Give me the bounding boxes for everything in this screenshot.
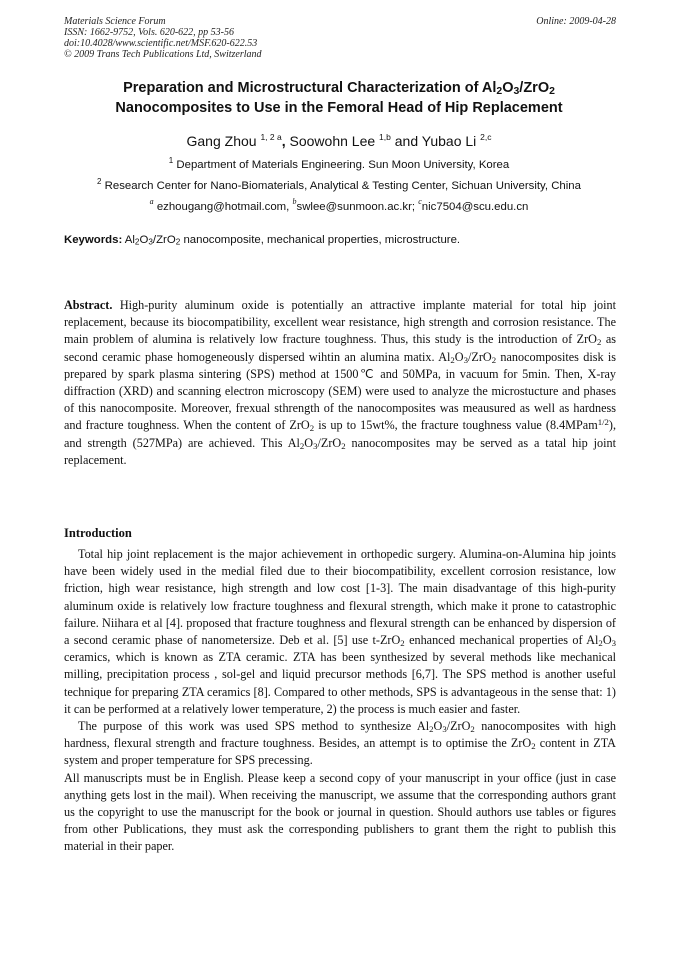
copyright-line: © 2009 Trans Tech Publications Ltd, Switzerland bbox=[64, 49, 262, 60]
abstract-text: ), and strength (527MPa) are achieved. This Al bbox=[64, 418, 616, 450]
author-list: Gang Zhou $^{1, 2 a}$, Soowohn Lee $^{1,b}$ and Yubao Li $^{2,c}$ bbox=[186, 132, 492, 149]
introduction-section bbox=[64, 546, 616, 856]
affiliation-text: Department of Materials Engineering. Sun Moon University, Korea bbox=[176, 159, 510, 171]
online-date: Online: 2009-04-28 bbox=[536, 16, 616, 27]
intro-text: content in ZTA system and proper temperature for SPS precessing. bbox=[64, 736, 616, 768]
abstract-text: is up to 15wt%, the fracture toughness value (8.4MPam bbox=[318, 418, 598, 433]
abstract-sub: 2 bbox=[341, 440, 346, 451]
abstract-sub: 2 bbox=[299, 440, 305, 451]
title-line-1 bbox=[40, 78, 638, 98]
author-affiliation-mark: 1, 2 a bbox=[260, 132, 282, 142]
intro-sub: 2 bbox=[429, 723, 434, 734]
abstract-text: O bbox=[304, 435, 314, 450]
intro-sub: 3 bbox=[442, 723, 447, 734]
affiliation-text: Research Center for Nano-Biomaterials, Analytical & Testing Center, Sichuan University, China bbox=[104, 180, 581, 192]
keyword-sub: 2 bbox=[134, 237, 140, 247]
abstract-sub: 2 bbox=[596, 337, 602, 348]
email-mark: a bbox=[149, 197, 154, 206]
abstract-sub: 2 bbox=[491, 354, 497, 365]
keyword-text: Al bbox=[124, 234, 135, 246]
intro-text: Total hip joint replacement is the major achievement in orthopedic surgery. Alumina-on-Alumina hip joints have been widely used in the medial filed due to their biocompatibility, excellent corrosion resistance, low friction, high wear resistance, high strength and low cost [1-3]. The main disadvantage of this high-purity aluminum oxide is relatively low fracture toughness and flexural strength, which make it prone to catastrophic failure. Niihara et al [4]. proposed that fracture toughness and flexural strength can be enhanced by dispersion of a second ceramic phase of nanometersize. Deb et al. [5] use t-ZrO bbox=[64, 547, 616, 648]
abstract-section bbox=[64, 297, 616, 469]
abstract-text: nanocomposites disk is prepared by spark plasma sintering (SPS) method at 1500℃ and 50MPa, in vacuum for 5min. Then, X-ray diffraction (XRD) and scanning electron microscopy (SEM) were used to analyze the microstucture and phases of this nanocomposite. Moreover, frexual sthrength of the nanocomposites was meausured as well as hardness and fracture toughness. When the content of ZrO bbox=[64, 349, 616, 433]
affiliation-number: 2 bbox=[97, 177, 102, 186]
abstract-sub: 2 bbox=[309, 423, 315, 434]
affiliation-number: 1 bbox=[168, 156, 174, 165]
keywords-label: Keywords: bbox=[64, 234, 123, 246]
keyword-text: O bbox=[139, 234, 149, 246]
affiliation-2 bbox=[40, 178, 638, 194]
intro-sub: 2 bbox=[531, 740, 536, 751]
intro-text: O bbox=[602, 633, 612, 648]
email-line bbox=[40, 194, 638, 215]
author-name: Yubao Li bbox=[421, 133, 477, 149]
intro-text: enhanced mechanical properties of Al bbox=[409, 633, 599, 648]
intro-text: The purpose of this work was used SPS method to synthesize Al bbox=[78, 719, 430, 734]
author-name: Gang Zhou bbox=[186, 133, 257, 149]
keyword-sub: 3 bbox=[148, 237, 153, 247]
keyword-sub: 2 bbox=[175, 237, 181, 247]
intro-paragraph-1 bbox=[64, 546, 616, 718]
keywords-line bbox=[64, 232, 624, 248]
title-text-b: O bbox=[502, 80, 514, 96]
title-sub: 2 bbox=[496, 86, 503, 98]
intro-paragraph-3: All manuscripts must be in English. Please keep a second copy of your manuscript in your office (just in case anything gets lost in the mail). When receiving the manuscript, we assume that the corresponding authors grant us the copyright to use the manuscript for the book or journal in question. Should authors use tables or figures from other Publications, they must ask the corresponding publishers to grant them the right to publish this material in their paper. bbox=[64, 770, 616, 854]
intro-text: nanocomposites with high hardness, flexural strength and fracture toughness. Besides, an attempt is to optimise the ZrO bbox=[64, 719, 617, 751]
abstract-text: O bbox=[454, 349, 464, 364]
email-link[interactable]: swlee@sunmoon.ac.kr; bbox=[296, 201, 416, 213]
title-sub: 2 bbox=[549, 86, 555, 98]
affiliation-1 bbox=[40, 157, 638, 173]
abstract-text: as second ceramic phase homogeneously dispersed wihtin an alumina matix. Al bbox=[64, 332, 616, 364]
intro-paragraph-2 bbox=[64, 718, 616, 770]
keyword-text: /ZrO bbox=[152, 234, 176, 246]
intro-text: O bbox=[433, 719, 443, 734]
abstract-label: Abstract. bbox=[64, 298, 113, 312]
author-name: Soowohn Lee bbox=[289, 133, 376, 149]
title-text-c: /ZrO bbox=[519, 80, 550, 96]
intro-text: /ZrO bbox=[446, 719, 471, 734]
abstract-text: High-purity aluminum oxide is potentially an attractive implante material for total hip joint replacement, because its biocompatibility, excellent wear resistance, high strength and corrosion resistance. The main problem of alumina is relatively low fracture toughness. Thus, this study is the introduction of ZrO bbox=[64, 298, 617, 347]
intro-sub: 3 bbox=[611, 637, 617, 648]
abstract-text: nanocomposites may be served as a tatal hip joint replacement. bbox=[64, 435, 617, 467]
title-text-a: Preparation and Microstructural Characterization of Al bbox=[123, 80, 497, 96]
author-affiliation-mark: 2,c bbox=[480, 132, 492, 142]
email-link[interactable]: nic7504@scu.edu.cn bbox=[421, 201, 529, 213]
intro-sub: 2 bbox=[470, 723, 475, 734]
title-sub: 3 bbox=[513, 86, 520, 98]
abstract-sub: 2 bbox=[450, 354, 455, 365]
email-link[interactable]: ezhougang@hotmail.com, bbox=[156, 201, 290, 213]
paper-title bbox=[40, 78, 638, 118]
section-heading-introduction: Introduction bbox=[64, 526, 132, 540]
title-line-2: Nanocomposites to Use in the Femoral Head of Hip Replacement bbox=[115, 100, 563, 116]
email-mark: c bbox=[418, 197, 422, 206]
abstract-sub: 3 bbox=[313, 440, 318, 451]
author-conjunction: and bbox=[394, 133, 419, 149]
email-mark: b bbox=[292, 197, 297, 206]
author-affiliation-mark: 1,b bbox=[379, 132, 391, 142]
abstract-paragraph bbox=[64, 297, 616, 469]
abstract-text: /ZrO bbox=[467, 349, 492, 364]
intro-sub: 2 bbox=[400, 637, 405, 648]
abstract-text: /ZrO bbox=[317, 435, 342, 450]
doi-line: doi:10.4028/www.scientific.net/MSF.620-622.53 bbox=[64, 38, 258, 49]
journal-name: Materials Science Forum bbox=[64, 16, 166, 27]
abstract-sup: 1/2 bbox=[597, 417, 609, 428]
journal-header bbox=[64, 16, 616, 60]
abstract-sub: 3 bbox=[463, 354, 468, 365]
keywords-list: nanocomposite, mechanical properties, microstructure. bbox=[183, 234, 461, 246]
intro-sub: 2 bbox=[598, 637, 603, 648]
intro-text: ceramics, which is known as ZTA ceramic. ZTA has been synthesized by several methods like mechanical milling, precipitation process , sol-gel and liquid precursor methods [6,7]. The SPS method is another useful technique for preparing ZTA ceramics [8]. Compared to other methods, SPS is advantageous in the sense that: 1) it can be performed at a relatively lower temperature, 2) the process is much easier and faster. bbox=[64, 650, 616, 716]
issn-line: ISSN: 1662-9752, Vols. 620-622, pp 53-56 bbox=[64, 27, 234, 38]
